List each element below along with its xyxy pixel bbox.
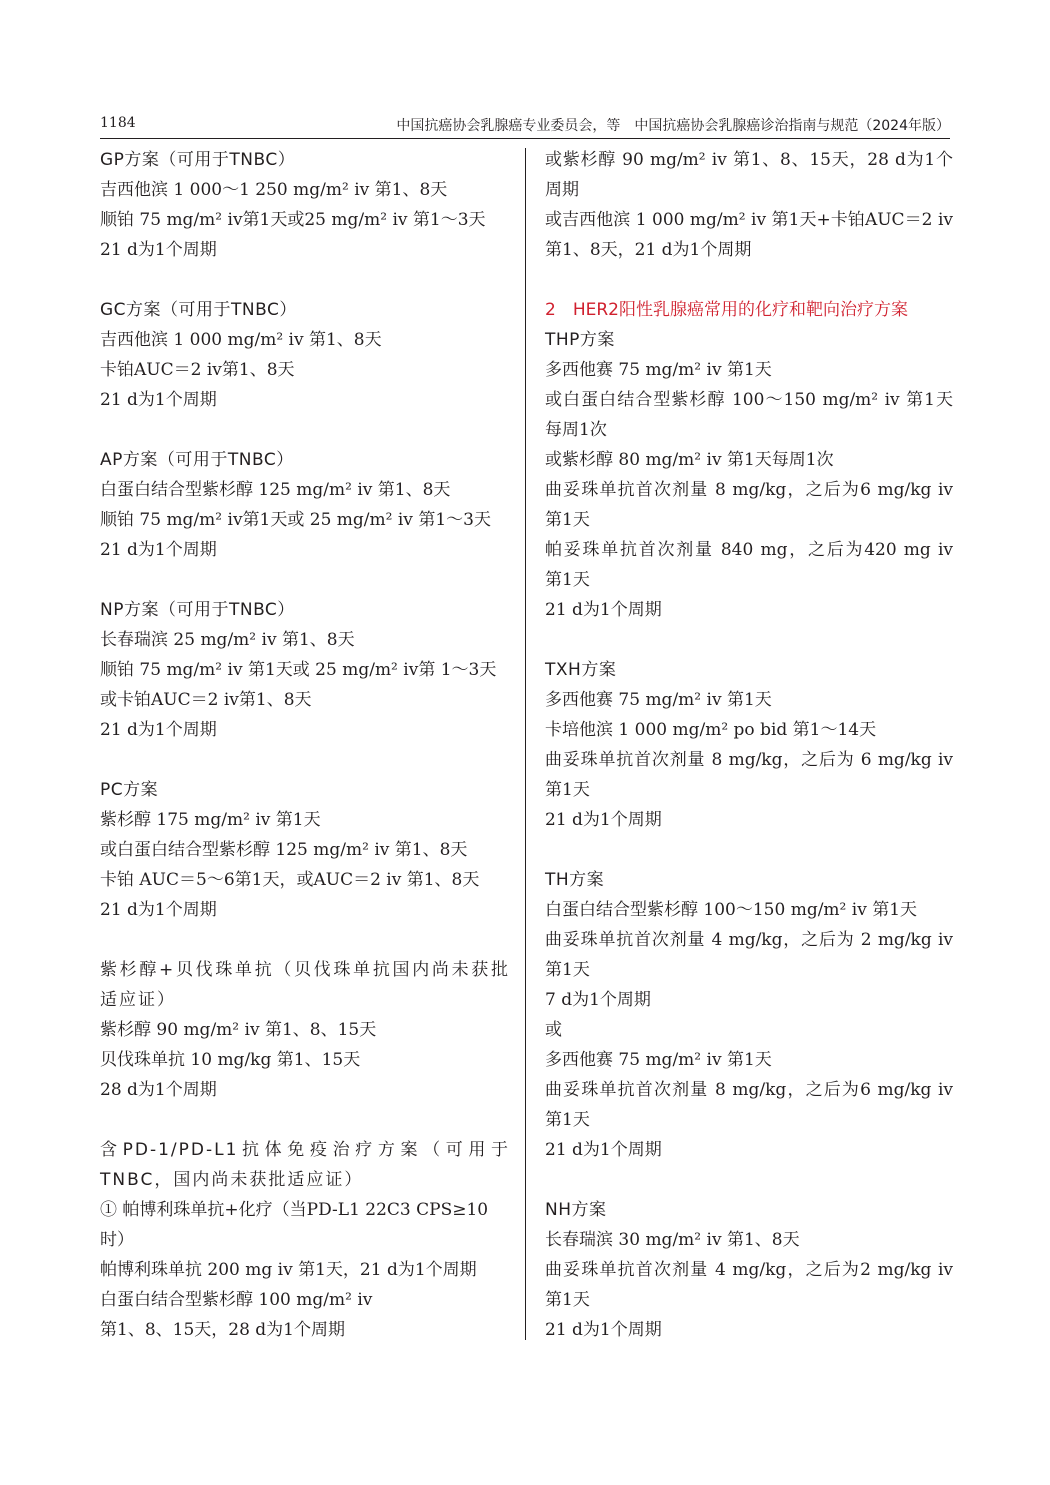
regimen-line: 21 d为1个周期 bbox=[100, 390, 217, 410]
regimen-line: 顺铂 75 mg/m² iv第1天或 25 mg/m² iv 第1～3天 bbox=[100, 510, 491, 530]
regimen-line: 第1、8天，21 d为1个周期 bbox=[545, 240, 752, 260]
regimen-line: 紫杉醇 175 mg/m² iv 第1天 bbox=[100, 810, 321, 830]
regimen-line: 21 d为1个周期 bbox=[100, 720, 217, 740]
regimen-line: 第1天 bbox=[545, 570, 590, 590]
regimen-line: 21 d为1个周期 bbox=[545, 1140, 662, 1160]
regimen-line: 第1天 bbox=[545, 510, 590, 530]
column-divider bbox=[525, 148, 526, 1340]
regimen-line: 卡铂 AUC＝5～6第1天，或AUC＝2 iv 第1、8天 bbox=[100, 870, 480, 890]
regimen-line: 帕博利珠单抗 200 mg iv 第1天，21 d为1个周期 bbox=[100, 1260, 477, 1280]
regimen-line: 卡培他滨 1 000 mg/m² po bid 第1～14天 bbox=[545, 720, 877, 740]
regimen-line: 曲妥珠单抗首次剂量 8 mg/kg，之后为 6 mg/kg iv bbox=[545, 750, 953, 770]
section-heading: 2 HER2阳性乳腺癌常用的化疗和靶向治疗方案 bbox=[545, 300, 908, 320]
running-header bbox=[100, 112, 950, 139]
regimen-line: 曲妥珠单抗首次剂量 4 mg/kg，之后为 2 mg/kg iv bbox=[545, 930, 953, 950]
regimen-line: 第1天 bbox=[545, 780, 590, 800]
regimen-line: 或白蛋白结合型紫杉醇 100～150 mg/m² iv 第1天 bbox=[545, 390, 953, 410]
regimen-line: 紫杉醇 90 mg/m² iv 第1、8、15天 bbox=[100, 1020, 377, 1040]
pd1-regimen bbox=[100, 1135, 510, 1345]
regimen-title-cont: 适应证） bbox=[100, 990, 176, 1010]
nh-regimen bbox=[545, 1195, 953, 1345]
regimen-line: 多西他赛 75 mg/m² iv 第1天 bbox=[545, 360, 772, 380]
regimen-line: 7 d为1个周期 bbox=[545, 990, 651, 1010]
regimen-line: 或白蛋白结合型紫杉醇 125 mg/m² iv 第1、8天 bbox=[100, 840, 468, 860]
regimen-line: 或紫杉醇 90 mg/m² iv 第1、8、15天，28 d为1个 bbox=[545, 150, 953, 170]
regimen-line: 顺铂 75 mg/m² iv第1天或25 mg/m² iv 第1～3天 bbox=[100, 210, 486, 230]
regimen-line: 曲妥珠单抗首次剂量 8 mg/kg，之后为6 mg/kg iv bbox=[545, 1080, 953, 1100]
regimen-title: THP方案 bbox=[545, 330, 615, 350]
regimen-title: 含PD-1/PD-L1抗体免疫治疗方案（可用于 bbox=[100, 1140, 510, 1160]
ap-regimen bbox=[100, 445, 510, 565]
regimen-line: 多西他赛 75 mg/m² iv 第1天 bbox=[545, 1050, 772, 1070]
regimen-title-cont: TNBC，国内尚未获批适应证） bbox=[100, 1170, 364, 1190]
txh-regimen bbox=[545, 655, 953, 835]
regimen-line: 第1天 bbox=[545, 960, 590, 980]
page-number: 1184 bbox=[100, 115, 136, 131]
regimen-title: TXH方案 bbox=[545, 660, 617, 680]
regimen-line: 第1、8、15天，28 d为1个周期 bbox=[100, 1320, 345, 1340]
regimen-title: NH方案 bbox=[545, 1200, 607, 1220]
regimen-line: 白蛋白结合型紫杉醇 100～150 mg/m² iv 第1天 bbox=[545, 900, 918, 920]
regimen-line: 第1天 bbox=[545, 1110, 590, 1130]
regimen-line: 贝伐珠单抗 10 mg/kg 第1、15天 bbox=[100, 1050, 361, 1070]
regimen-line: 21 d为1个周期 bbox=[545, 810, 662, 830]
regimen-item: ① 帕博利珠单抗+化疗（当PD-L1 22C3 CPS≥10 bbox=[100, 1200, 489, 1220]
regimen-line: 白蛋白结合型紫杉醇 125 mg/m² iv 第1、8天 bbox=[100, 480, 451, 500]
running-title: 中国抗癌协会乳腺癌专业委员会，等 中国抗癌协会乳腺癌诊治指南与规范（2024年版） bbox=[396, 118, 950, 134]
regimen-line: 顺铂 75 mg/m² iv 第1天或 25 mg/m² iv第 1～3天 bbox=[100, 660, 497, 680]
regimen-title: 紫杉醇+贝伐珠单抗（贝伐珠单抗国内尚未获批 bbox=[100, 960, 510, 980]
regimen-line: 曲妥珠单抗首次剂量 8 mg/kg，之后为6 mg/kg iv bbox=[545, 480, 953, 500]
regimen-line: 或卡铂AUC＝2 iv第1、8天 bbox=[100, 690, 312, 710]
regimen-title: NP方案（可用于TNBC） bbox=[100, 600, 295, 620]
regimen-line: 第1天 bbox=[545, 1290, 590, 1310]
np-regimen bbox=[100, 595, 510, 745]
regimen-line: 白蛋白结合型紫杉醇 100 mg/m² iv bbox=[100, 1290, 373, 1310]
regimen-line: 21 d为1个周期 bbox=[100, 240, 217, 260]
regimen-title: TH方案 bbox=[545, 870, 605, 890]
regimen-title: AP方案（可用于TNBC） bbox=[100, 450, 294, 470]
bevacizumab-regimen bbox=[100, 955, 510, 1105]
thp-regimen bbox=[545, 325, 953, 625]
regimen-line: 长春瑞滨 30 mg/m² iv 第1、8天 bbox=[545, 1230, 800, 1250]
regimen-title: GC方案（可用于TNBC） bbox=[100, 300, 297, 320]
continued-regimen bbox=[545, 145, 953, 265]
gp-regimen bbox=[100, 145, 510, 265]
regimen-item-cont: 时） bbox=[100, 1230, 134, 1250]
regimen-line: 长春瑞滨 25 mg/m² iv 第1、8天 bbox=[100, 630, 355, 650]
regimen-title: GP方案（可用于TNBC） bbox=[100, 150, 296, 170]
regimen-line: 吉西他滨 1 000 mg/m² iv 第1、8天 bbox=[100, 330, 382, 350]
regimen-line: 卡铂AUC＝2 iv第1、8天 bbox=[100, 360, 295, 380]
gc-regimen bbox=[100, 295, 510, 415]
regimen-line: 28 d为1个周期 bbox=[100, 1080, 217, 1100]
left-column bbox=[100, 145, 510, 1345]
regimen-line: 或紫杉醇 80 mg/m² iv 第1天每周1次 bbox=[545, 450, 834, 470]
regimen-line: 周期 bbox=[545, 180, 579, 200]
regimen-line: 每周1次 bbox=[545, 420, 607, 440]
regimen-line: 帕妥珠单抗首次剂量 840 mg，之后为420 mg iv bbox=[545, 540, 953, 560]
regimen-line: 21 d为1个周期 bbox=[100, 540, 217, 560]
regimen-line: 21 d为1个周期 bbox=[545, 600, 662, 620]
right-column bbox=[545, 145, 953, 1345]
regimen-line: 或 bbox=[545, 1020, 562, 1040]
regimen-line: 多西他赛 75 mg/m² iv 第1天 bbox=[545, 690, 772, 710]
th-regimen bbox=[545, 865, 953, 1165]
regimen-line: 曲妥珠单抗首次剂量 4 mg/kg，之后为2 mg/kg iv bbox=[545, 1260, 953, 1280]
regimen-line: 21 d为1个周期 bbox=[545, 1320, 662, 1340]
regimen-line: 21 d为1个周期 bbox=[100, 900, 217, 920]
regimen-title: PC方案 bbox=[100, 780, 159, 800]
pc-regimen bbox=[100, 775, 510, 925]
regimen-line: 吉西他滨 1 000～1 250 mg/m² iv 第1、8天 bbox=[100, 180, 448, 200]
regimen-line: 或吉西他滨 1 000 mg/m² iv 第1天+卡铂AUC＝2 iv bbox=[545, 210, 953, 230]
